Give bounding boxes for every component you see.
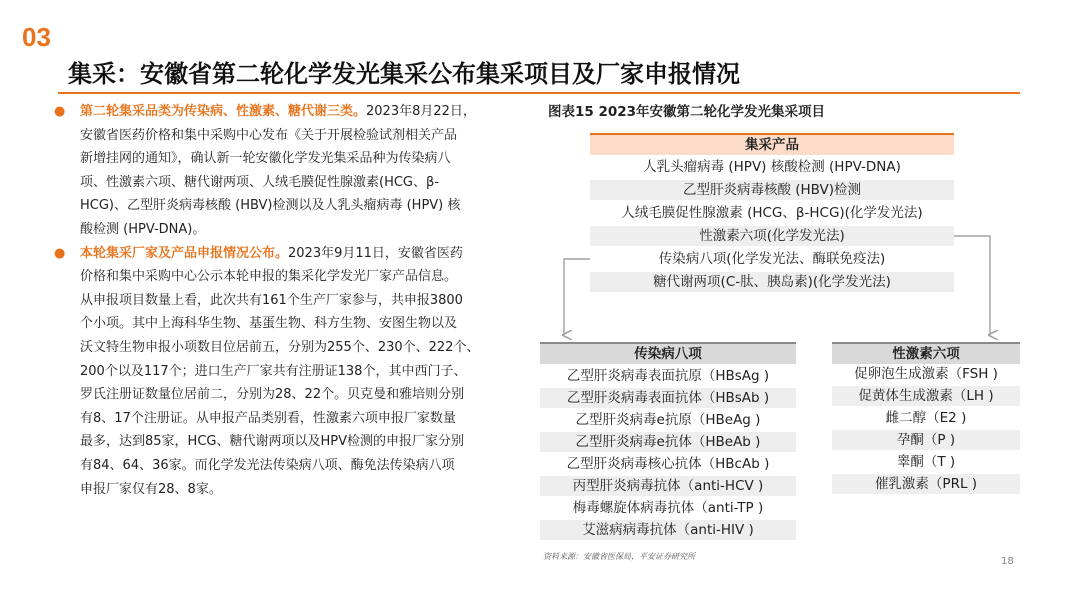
bullet-line: 罗氏注册证数量位居前二，分别为28、22个。贝克曼和雅培则分别 [80,387,465,403]
bullet-line: 安徽省医药价格和集中采购中心发布《关于开展检验试剂相关产品 [80,127,458,143]
bullet-line: 有8、17个注册证。从申报产品类别看，性激素六项申报厂家数量 [80,410,456,426]
bullet-highlight: 第二轮集采品类为传染病、性激素、糖代谢三类。 [80,104,367,119]
infectious-table-row: 梅毒螺旋体病毒抗体（anti-TP ) [540,498,796,518]
top-table-row: 乙型肝炎病毒核酸 (HBV)检测 [590,180,954,200]
arrow-to-infectious-table [564,259,590,335]
top-table-row: 性激素六项(化学发光法) [590,226,954,246]
hormone-table-row: 孕酮（P ) [832,430,1020,450]
top-table-row: 传染病八项(化学发光法、酶联免疫法) [590,249,954,269]
bullet-line: 最多，达到85家，HCG、糖代谢两项以及HPV检测的申报厂家分别 [80,434,464,450]
infectious-table-row: 乙型肝炎病毒核心抗体（HBcAb ) [540,454,796,474]
top-table-row: 糖代谢两项(C-肽、胰岛素)(化学发光法) [590,272,954,292]
figure-source: 资料来源：安徽省医保局，平安证券研究所 [543,552,695,561]
infectious-table-header: 传染病八项 [540,342,796,364]
bullet-line: 酸检测 (HPV-DNA)。 [80,221,206,237]
hormone-table-header: 性激素六项 [832,342,1020,364]
infectious-table-row: 丙型肝炎病毒抗体（anti-HCV ) [540,476,796,496]
hormone-table-row: 促卵泡生成激素（FSH ) [832,364,1020,384]
top-table-header: 集采产品 [590,133,954,155]
hormone-table-row: 睾酮（T ) [832,452,1020,472]
hormone-table-row: 雌二醇（E2 ) [832,408,1020,428]
bullet-dot-icon: ● [54,245,66,261]
bullet-line: 申报厂家仅有28、8家。 [80,481,222,497]
page-title: 集采：安徽省第二轮化学发光集采公布集采项目及厂家申报情况 [68,60,740,88]
arrow-to-hormone-table [954,236,990,335]
hormone-table-row: 促黄体生成激素（LH ) [832,386,1020,406]
top-table-row: 人绒毛膜促性腺激素 (HCG、β-HCG)(化学发光法) [590,203,954,223]
bullet-dot-icon: ● [54,104,66,119]
bullet-line: 第二轮集采品类为传染病、性激素、糖代谢三类。2023年8月22日， [80,104,476,119]
bullet-line: 个小项。其中上海科华生物、基蛋生物、科方生物、安图生物以及 [80,316,458,332]
bullet-line: 本轮集采厂家及产品申报情况公布。2023年9月11日，安徽省医药 [80,245,463,261]
bullet-line: 沃文特生物申报小项数目位居前五，分别为255个、230个、222个、 [80,339,480,355]
section-number: 03 [22,22,51,52]
infectious-table-row: 乙型肝炎病毒表面抗原（HBsAg ) [540,366,796,386]
bullet-line: 项、性激素六项、糖代谢两项、人绒毛膜促性腺激素(HCG、β- [80,174,439,190]
top-table-row: 人乳头瘤病毒 (HPV) 核酸检测 (HPV-DNA) [590,157,954,177]
bullet-highlight: 本轮集采厂家及产品申报情况公布。 [80,245,289,261]
bullet-line: 价格和集中采购中心公示本轮申报的集采化学发光厂家产品信息。 [80,269,458,285]
hormone-table-row: 催乳激素（PRL ) [832,474,1020,494]
infectious-table-row: 乙型肝炎病毒表面抗体（HBsAb ) [540,388,796,408]
figure-caption: 图表15 2023年安徽第二轮化学发光集采项目 [548,104,826,120]
bullet-line: 200个以及117个；进口生产厂家共有注册证138个，其中西门子、 [80,363,467,379]
bullet-line: 从申报项目数量上看，此次共有161个生产厂家参与，共申报3800 [80,292,463,308]
infectious-table-row: 艾滋病病毒抗体（anti-HIV ) [540,520,796,540]
infectious-table-row: 乙型肝炎病毒e抗体（HBeAb ) [540,432,796,452]
bullet-line: 新增挂网的通知》，确认新一轮安徽化学发光集采品种为传染病八 [80,151,451,167]
bullet-line: HCG)、乙型肝炎病毒核酸 (HBV)检测以及人乳头瘤病毒 (HPV) 核 [80,198,461,214]
page-number: 18 [1001,556,1014,567]
bullet-line: 有84、64、36家。而化学发光法传染病八项、酶免法传染病八项 [80,457,455,473]
infectious-table-row: 乙型肝炎病毒e抗原（HBeAg ) [540,410,796,430]
